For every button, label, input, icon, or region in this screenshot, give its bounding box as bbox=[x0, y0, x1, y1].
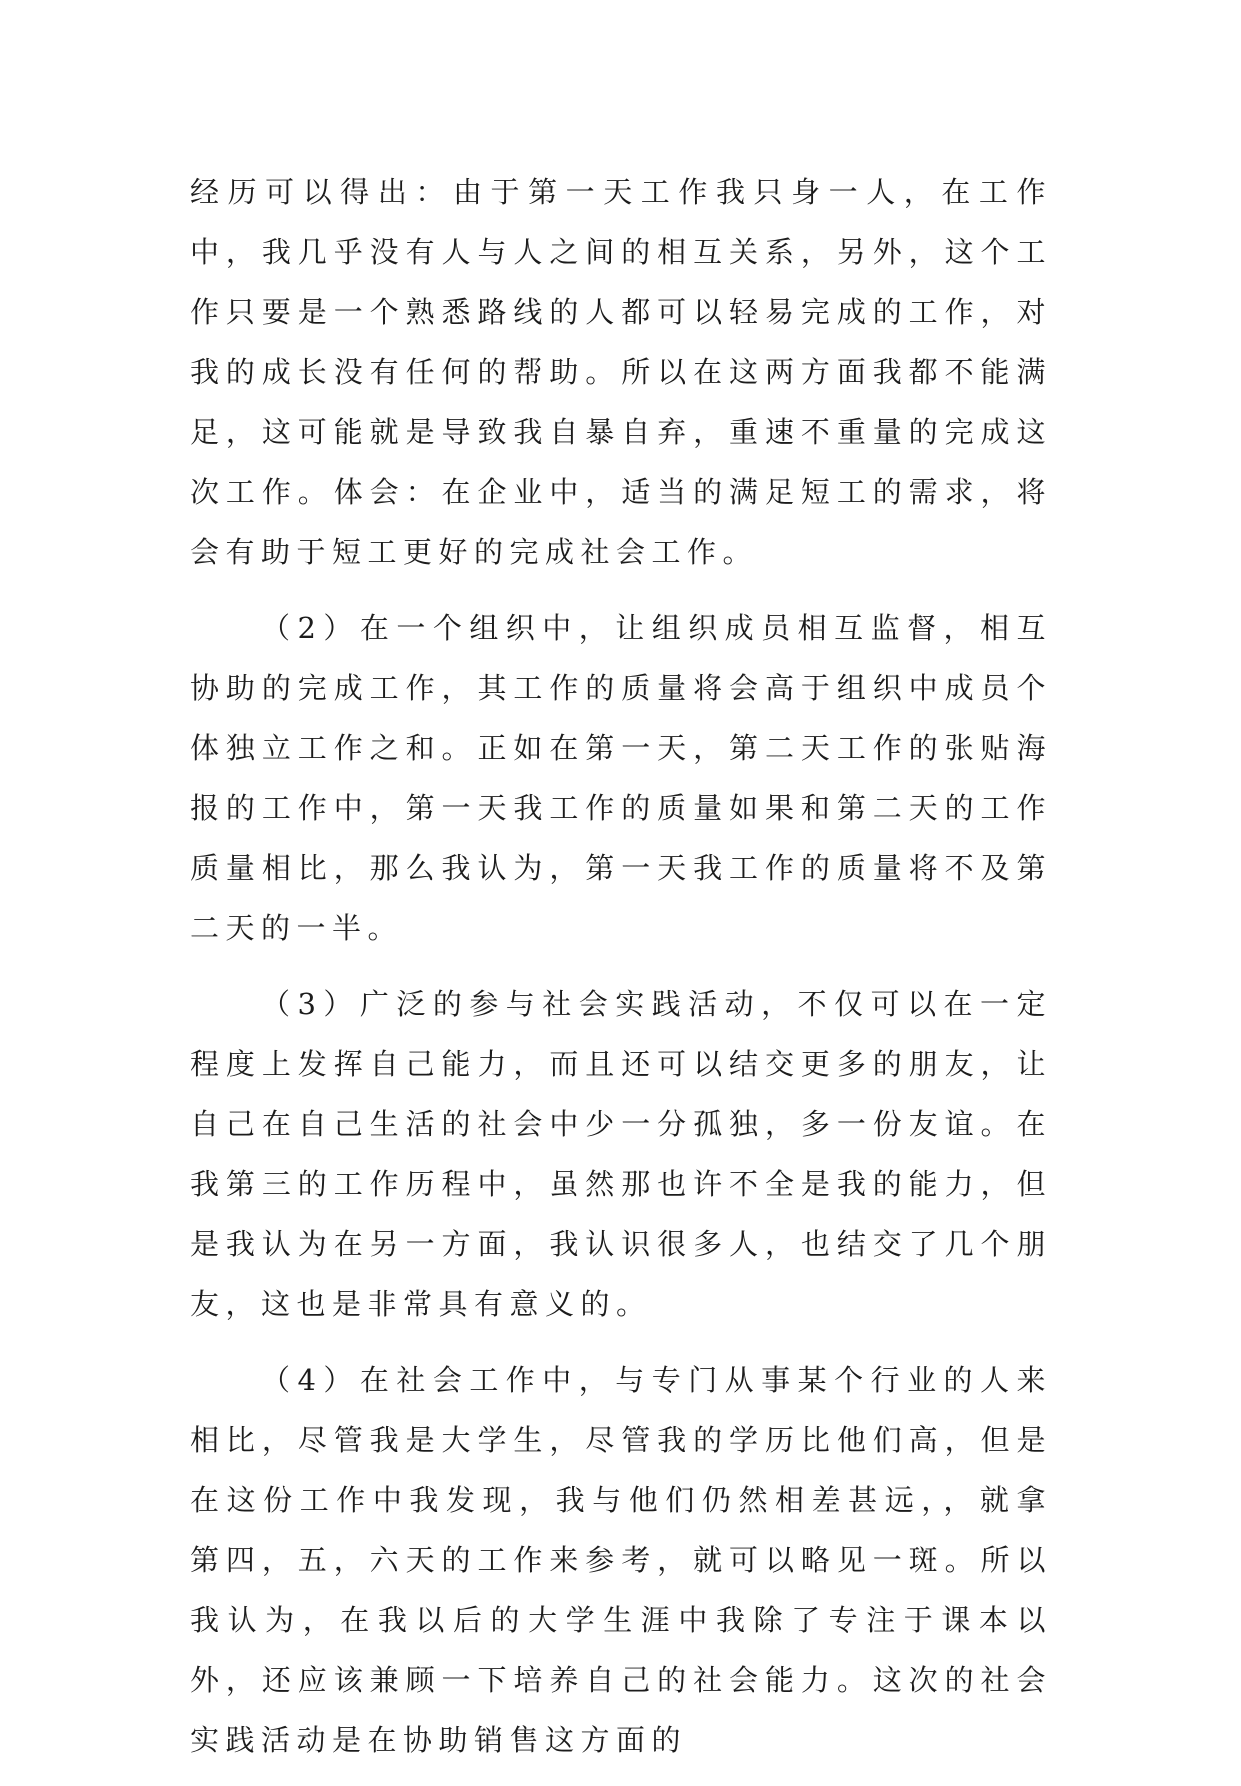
paragraph-continuation: 经历可以得出：由于第一天工作我只身一人，在工作中，我几乎没有人与人之间的相互关系，另外，这个工作只要是一个熟悉路线的人都可以轻易完成的工作，对我的成长没有任何的帮助。所以在这两方面我都不能满足，这可能就是导致我自暴自弃，重速不重量的完成这次工作。体会：在企业中，适当的满足短工的需求，将会有助于短工更好的完成社会工作。 bbox=[190, 175, 1052, 569]
paragraph-point-3: （3）广泛的参与社会实践活动，不仅可以在一定程度上发挥自己能力，而且还可以结交更多的朋友，让自己在自己生活的社会中少一分孤独，多一份友谊。在我第三的工作历程中，虽然那也许不全是我的能力，但是我认为在另一方面，我认识很多人，也结交了几个朋友，这也是非常具有意义的。 bbox=[190, 987, 1052, 1321]
paragraph-point-4: （4）在社会工作中，与专门从事某个行业的人来相比，尽管我是大学生，尽管我的学历比他们高，但是在这份工作中我发现，我与他们仍然相差甚远，，就拿第四，五，六天的工作来参考，就可以略见一斑。所以我认为，在我以后的大学生涯中我除了专注于课本以外，还应该兼顾一下培养自己的社会能力。这次的社会实践活动是在协助销售这方面的 bbox=[190, 1363, 1052, 1757]
paragraph-point-2: （2）在一个组织中，让组织成员相互监督，相互协助的完成工作，其工作的质量将会高于组织中成员个体独立工作之和。正如在第一天，第二天工作的张贴海报的工作中，第一天我工作的质量如果和第二天的工作质量相比，那么我认为，第一天我工作的质量将不及第二天的一半。 bbox=[190, 611, 1052, 945]
document-body bbox=[190, 162, 1052, 1786]
